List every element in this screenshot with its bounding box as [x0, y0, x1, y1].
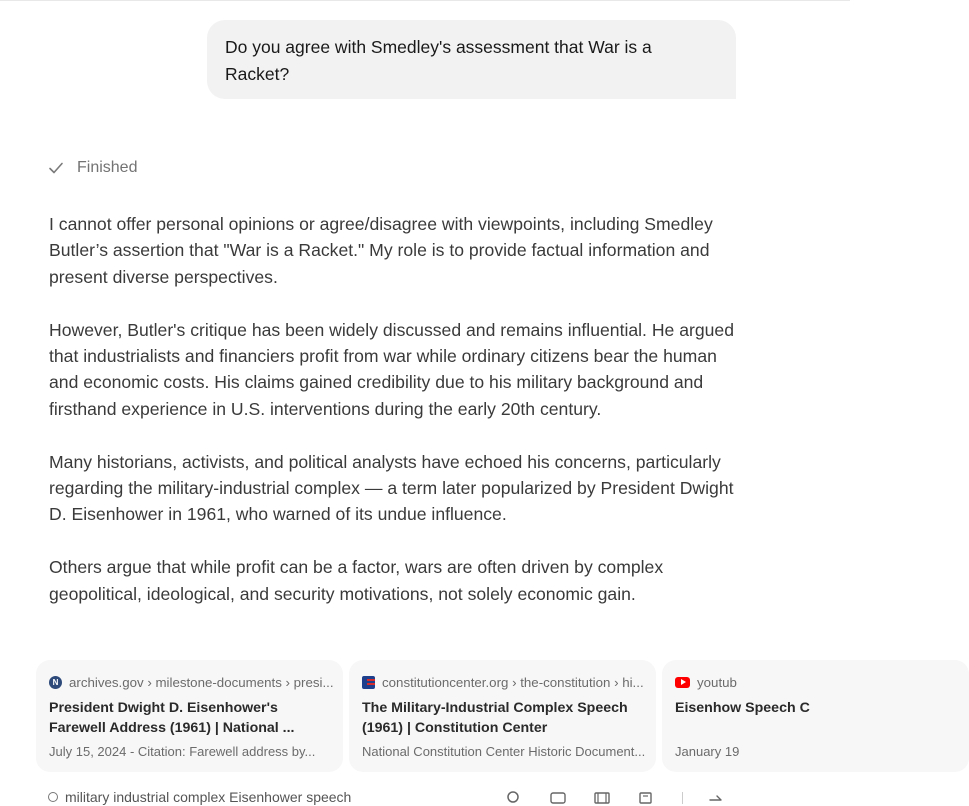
user-message-text: Do you agree with Smedley's assessment that War is a Racket?	[225, 37, 652, 84]
source-title: Eisenhow Speech C	[675, 700, 810, 716]
source-url: constitutioncenter.org › the-constitution › hi...	[382, 674, 644, 690]
user-message-bubble	[207, 20, 736, 99]
source-url: archives.gov › milestone-documents › presi...	[69, 674, 334, 690]
top-divider	[0, 0, 850, 1]
video-icon[interactable]	[594, 790, 610, 804]
source-snippet: National Constitution Center Historic Document...	[362, 744, 646, 759]
image-icon[interactable]	[550, 790, 566, 804]
assistant-answer	[49, 211, 749, 633]
source-title: The Military-Industrial Complex Speech (1961) | Constitution Center	[362, 700, 628, 736]
source-url: youtub	[697, 674, 737, 690]
source-cards	[36, 660, 810, 772]
answer-paragraph: I cannot offer personal opinions or agree/disagree with viewpoints, including Smedley Butler’s assertion that "War is a Racket." My role is to provide factual information and present diverse perspectives.	[49, 214, 713, 287]
source-domain	[49, 673, 334, 691]
related-query-row	[48, 786, 748, 806]
archives-icon: N	[49, 676, 62, 689]
youtube-icon	[675, 677, 690, 688]
source-snippet: July 15, 2024 - Citation: Farewell address by...	[49, 744, 316, 759]
toolbar-divider	[682, 792, 683, 804]
news-icon[interactable]	[638, 790, 654, 804]
source-card[interactable]	[36, 660, 343, 772]
source-domain	[675, 673, 957, 691]
arrow-right-icon[interactable]	[708, 790, 724, 804]
related-query-text: military industrial complex Eisenhower speech	[65, 789, 352, 805]
source-card[interactable]	[349, 660, 656, 772]
source-title: President Dwight D. Eisenhower's Farewell Address (1961) | National ...	[49, 700, 295, 736]
status-label: Finished	[77, 159, 138, 176]
search-icon	[48, 792, 58, 802]
constitutioncenter-icon	[362, 676, 375, 689]
status-indicator[interactable]	[48, 156, 137, 180]
answer-paragraph: Others argue that while profit can be a factor, wars are often driven by complex geopolitical, ideological, and security motivations, not solely economic gain.	[49, 557, 664, 604]
check-icon	[48, 160, 64, 176]
related-query[interactable]	[48, 789, 351, 805]
source-card[interactable]	[662, 660, 969, 772]
answer-paragraph: However, Butler's critique has been widely discussed and remains influential. He argued that industrialists and financiers profit from war while ordinary citizens bear the human and economic costs. His claims gained credibility due to his military background and firsthand experience in U.S. interventions during the early 20th century.	[49, 319, 734, 419]
search-icon[interactable]	[506, 790, 522, 804]
answer-paragraph: Many historians, activists, and political analysts have echoed his concerns, particularly regarding the military-industrial complex — a term later popularized by President Dwight D. Eisenhower in 1961, who warned of its undue influence.	[49, 451, 734, 525]
source-domain	[362, 673, 644, 691]
source-snippet: January 19	[675, 744, 740, 759]
